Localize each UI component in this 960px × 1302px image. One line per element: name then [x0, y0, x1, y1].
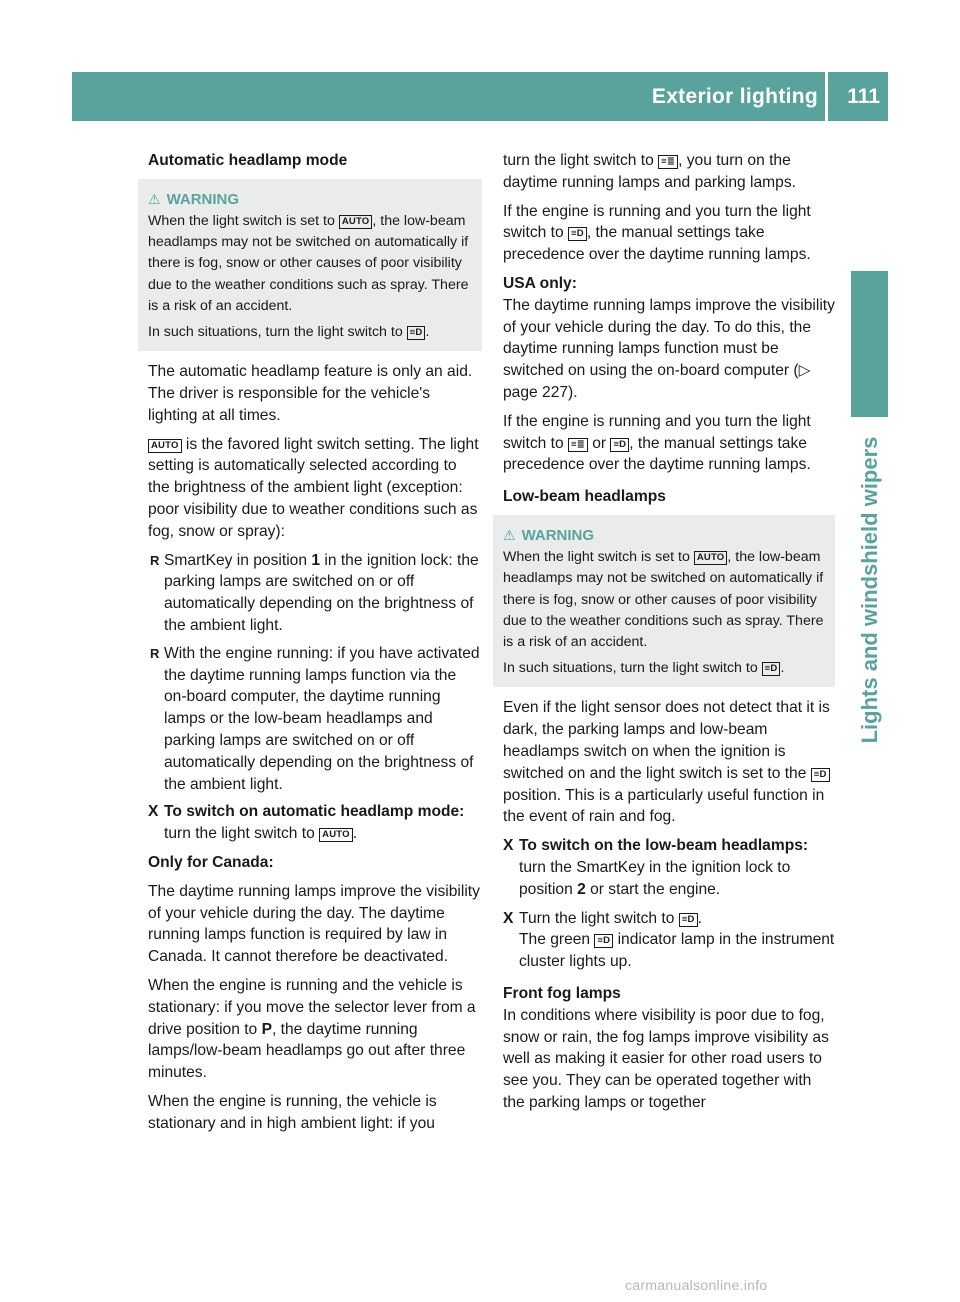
low-beam-icon: ≡D: [594, 934, 613, 948]
auto-icon: AUTO: [694, 551, 728, 565]
side-tab-label: Lights and windshield wipers: [856, 436, 882, 744]
subheading: Low-beam headlamps: [503, 488, 666, 506]
bullet-icon: R: [150, 552, 160, 568]
watermark: carmanualsonline.info: [625, 1277, 768, 1293]
warning-box: [138, 179, 482, 351]
low-beam-icon: ≡D: [610, 438, 629, 452]
paragraph: turn the light switch to ≡≣ , you turn on the daytime running lamps and parking lamps.: [503, 152, 796, 191]
paragraph: In conditions where visibility is poor due to fog, snow or rain, the fog lamps improve visibility as well as making it easier for other road users to see you. They can be operated together with the parking lamps or together: [503, 1006, 829, 1111]
paragraph: Even if the light sensor does not detect that it is dark, the parking lamps and low-beam headlamps switch on when the ignition is switched on and the light switch is set to the ≡D position. This is a particularly useful function in the event of rain and fog.: [503, 699, 830, 826]
warning-title: ⚠ WARNING: [503, 526, 595, 544]
warning-text: When the light switch is set to AUTO , the low-beam headlamps may not be switched on automatically if there is fog, snow or other causes of poor visibility due to the weather conditions such as spray. There is a risk of an accident.: [148, 213, 469, 314]
daytime-lamp-icon: ≡≣: [568, 438, 588, 452]
paragraph: If the engine is running and you turn the light switch to ≡D , the manual settings take precedence over the daytime running lamps.: [503, 202, 811, 264]
step-icon: X: [503, 837, 514, 855]
section-heading: Automatic headlamp mode: [148, 152, 348, 169]
left-column: [148, 150, 482, 1142]
section-title: Exterior lighting: [651, 85, 818, 108]
list-item: R SmartKey in position 1 in the ignition lock: the parking lamps are switched on or off automatically depending on the brightness of the ambient light.: [150, 551, 479, 634]
page-header: [72, 72, 888, 121]
paragraph: When the engine is running, the vehicle is stationary and in high ambient light: if you: [148, 1092, 437, 1132]
warning-text: When the light switch is set to AUTO , the low-beam headlamps may not be switched on automatically if there is fog, snow or other causes of poor visibility due to the weather conditions such as spray. There is a risk of an accident.: [503, 549, 824, 650]
paragraph: The daytime running lamps improve the visibility of your vehicle during the day. The daytime running lamps function is required by law in Canada. It cannot therefore be deactivated.: [148, 882, 480, 966]
subheading: Front fog lamps: [503, 984, 621, 1002]
side-tab: [848, 420, 891, 760]
instruction-step: X To switch on automatic headlamp mode: turn the light switch to AUTO .: [148, 803, 465, 843]
warning-title: ⚠ WARNING: [148, 190, 240, 208]
paragraph: If the engine is running and you turn the light switch to ≡≣ or ≡D , the manual settings take precedence over the daytime running lamps.: [503, 412, 811, 474]
paragraph: AUTO is the favored light switch setting. The light setting is automatically selected according to the brightness of the ambient light (exception: poor visibility due to weather conditions such as fog, snow or spray):: [148, 435, 479, 540]
low-beam-icon: ≡D: [762, 662, 781, 676]
warning-text: In such situations, turn the light switch to ≡D .: [503, 660, 785, 677]
warning-text: In such situations, turn the light switch to ≡D .: [148, 324, 430, 341]
instruction-step: X To switch on the low-beam headlamps: turn the SmartKey in the ignition lock to position 2 or start the engine.: [503, 837, 809, 898]
bullet-icon: R: [150, 645, 160, 661]
paragraph: The automatic headlamp feature is only an aid. The driver is responsible for the vehicle's lighting at all times.: [148, 363, 473, 424]
instruction-step: X Turn the light switch to ≡D . The green ≡D indicator lamp in the instrument cluster lights up.: [503, 909, 835, 971]
low-beam-icon: ≡D: [679, 913, 698, 927]
warning-box: [493, 515, 835, 687]
header-divider: [825, 72, 828, 121]
paragraph: When the engine is running and the vehicle is stationary: if you move the selector lever from a drive position to P, the daytime running lamps/low-beam headlamps go out after three minutes.: [148, 976, 476, 1082]
auto-icon: AUTO: [339, 215, 373, 229]
daytime-lamp-icon: ≡≣: [658, 155, 678, 169]
list-item: R With the engine running: if you have activated the daytime running lamps function via the on-board computer, the daytime running lamps or the low-beam headlamps and parking lamps are switched on or off automatically depending on the brightness of the ambient light.: [150, 644, 480, 793]
step-icon: X: [148, 803, 159, 821]
warning-icon: ⚠: [148, 190, 161, 207]
subheading: Only for Canada:: [148, 853, 274, 871]
side-tab-marker: [851, 271, 888, 417]
low-beam-icon: ≡D: [811, 768, 830, 782]
paragraph: The daytime running lamps improve the visibility of your vehicle during the day. To do this, the daytime running lamps function must be switched on using the on-board computer (▷ page 227).: [503, 296, 835, 401]
warning-icon: ⚠: [503, 526, 516, 543]
subheading: USA only:: [503, 274, 577, 292]
low-beam-icon: ≡D: [407, 326, 426, 340]
right-column: [503, 150, 835, 1121]
auto-icon: AUTO: [319, 828, 353, 842]
auto-icon: AUTO: [148, 439, 182, 453]
step-icon: X: [503, 909, 514, 927]
page-number: 111: [847, 85, 880, 108]
low-beam-icon: ≡D: [568, 227, 587, 241]
